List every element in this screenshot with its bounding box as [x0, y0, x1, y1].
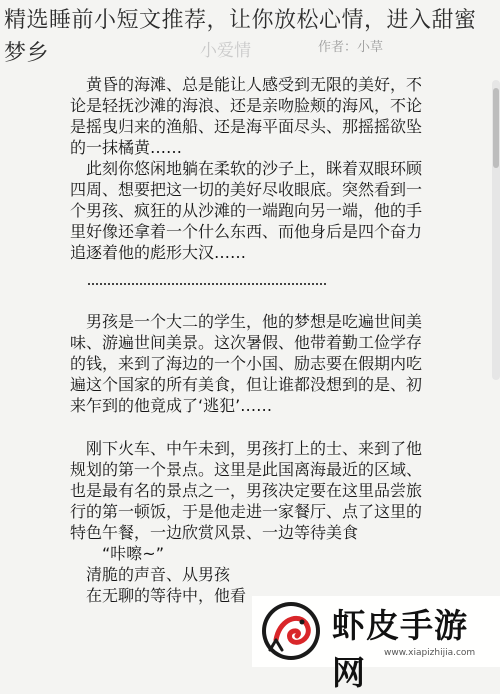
ghost-title: 小爱情 [200, 41, 251, 61]
watermark [252, 596, 500, 692]
shrimp-logo-icon [260, 600, 322, 662]
dotted-divider [88, 281, 326, 285]
article-body [70, 74, 430, 606]
paragraph-5: 清脆的声音、从男孩 [86, 565, 231, 584]
watermark-name: 虾皮手游网 [332, 606, 468, 692]
paragraph-6: 在无聊的等待中，他看 [86, 586, 247, 605]
article-title: 精选睡前小短文推荐，让你放松心情，进入甜蜜梦乡 [4, 8, 477, 66]
paragraph-3: 男孩是一个大二的学生，他的梦想是吃遍世间美味、游遍世间美景。这次暑假、他带着勤工俭学存的钱，来到了海边的一个小国、励志要在假期内吃遍这个国家的所有美食，但让谁都没想到的是、初来乍到的他竟成了‘逃犯’…… [70, 312, 423, 415]
paragraph-4: 刚下火车、中午未到，男孩打上的士、来到了他规划的第一个景点。这里是此国离海最近的区域、也是最有名的景点之一，男孩决定要在这里品尝旅行的第一顿饭，于是他走进一家餐厅、点了这里的特色午餐，一边欣赏风景、一边等待美食 [70, 439, 423, 542]
watermark-url: www.xiapizhijia.com [384, 648, 476, 658]
author-label: 作者：小草 [318, 40, 384, 55]
paragraph-1: 黄昏的海滩、总是能让人感受到无限的美好，不论是轻抚沙滩的海浪、还是亲吻脸颊的海风，不论是摇曳归来的渔船、还是海平面尽头、那摇摇欲坠的一抹橘黄…… [70, 75, 423, 157]
scrollbar[interactable] [492, 80, 500, 380]
scroll-thumb[interactable] [493, 88, 499, 168]
paragraph-2: 此刻你悠闲地躺在柔软的沙子上，眯着双眼环顾四周、想要把这一切的美好尽收眼底。突然看到一个男孩、疯狂的从沙滩的一端跑向另一端，他的手里好像还拿着一个什么东西、而他身后是四个奋力追逐着他的彪形大汉…… [70, 159, 423, 262]
dialog-line: “咔嚓~” [102, 544, 164, 563]
